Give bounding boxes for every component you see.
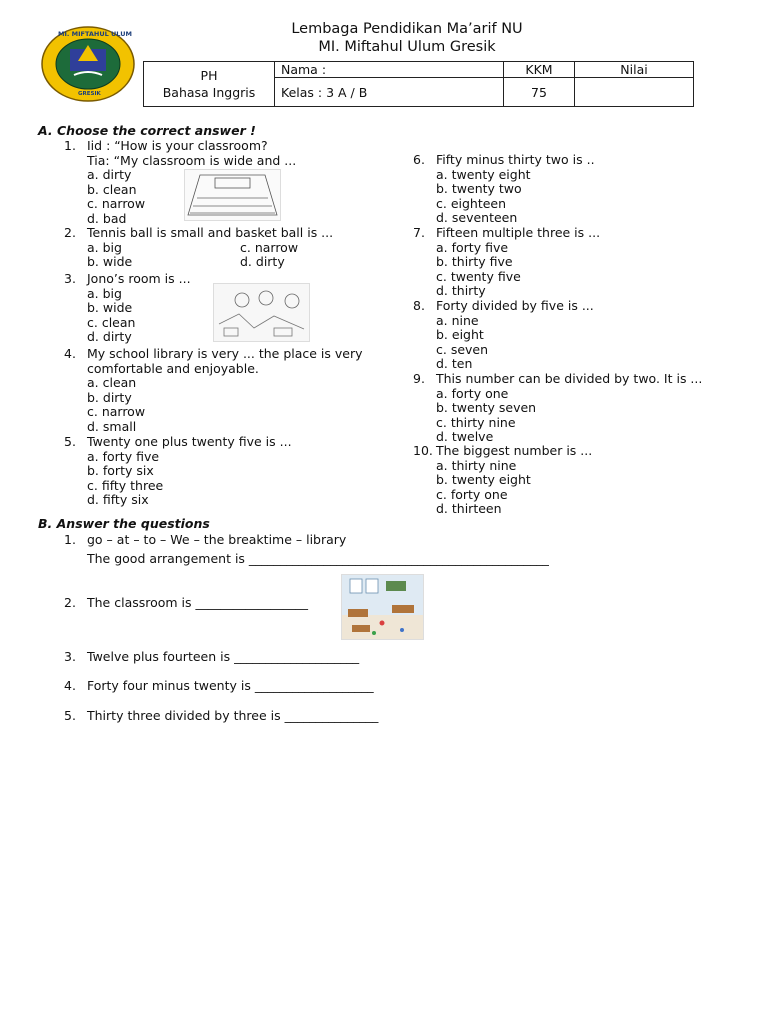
question-text: Fifty minus thirty two is .. [436,152,595,167]
b-answer-line[interactable]: Forty four minus twenty is ___________________ [87,678,374,693]
kkm-label: KKM [504,62,575,78]
option[interactable]: b. dirty [87,389,132,405]
b-question-number: 1. [64,532,76,547]
kkm-value: 75 [504,78,575,107]
school-logo [40,25,136,103]
option[interactable]: d. seventeen [436,210,518,225]
question-number: 6. [413,152,425,167]
option[interactable]: a. clean [87,375,137,390]
question-text: The biggest number is ... [436,443,593,458]
question-text: Fifteen multiple three is ... [436,225,601,240]
b-question-text: go – at – to – We – the breaktime – library [87,532,347,547]
option[interactable]: d. dirty [240,254,285,269]
subject-cell [144,62,275,107]
option[interactable]: a. twenty eight [436,166,531,182]
class-field[interactable]: Kelas : 3 A / B [275,78,504,107]
option[interactable]: b. twenty two [436,181,522,196]
option[interactable]: d. twelve [436,429,494,444]
option[interactable]: d. thirteen [436,501,502,516]
option[interactable]: b. forty six [87,463,154,478]
b-question-number: 4. [64,678,76,693]
b-answer-line[interactable]: Twelve plus fourteen is ____________________ [87,649,360,664]
messy-classroom-image [341,574,424,640]
option[interactable]: a. nine [436,312,479,328]
b-answer-line[interactable]: Thirty three divided by three is _______________ [87,708,379,723]
school-name: MI. Miftahul Ulum Gresik [318,39,496,55]
option[interactable]: c. seven [436,341,489,357]
option[interactable]: a. forty one [436,385,509,401]
question-number: 3. [64,271,76,286]
subject-name: Bahasa Inggris [162,85,256,100]
option[interactable]: a. dirty [87,167,132,182]
option[interactable]: c. thirty nine [436,414,516,430]
section-b-title: B. Answer the questions [38,516,210,531]
option[interactable]: d. ten [436,356,473,371]
question-number: 2. [64,225,76,240]
subject-code: PH [200,68,218,83]
info-table [143,61,694,107]
option[interactable]: d. bad [87,210,127,226]
option[interactable]: c. narrow [240,239,299,255]
option[interactable]: a. thirty nine [436,457,517,473]
option[interactable]: b. twenty seven [436,400,537,415]
question-text: Jono’s room is ... [87,271,191,286]
option[interactable]: c. clean [87,314,136,330]
institution-name: Lembaga Pendidikan Ma’arif NU [291,21,523,37]
option[interactable]: c. eighteen [436,195,507,211]
question-text: This number can be divided by two. It is ... [436,371,703,386]
logo-top-text: MI. MIFTAHUL ULUM [58,30,132,38]
option[interactable]: b. wide [87,254,133,269]
question-number: 4. [64,346,76,361]
option[interactable]: c. forty one [436,486,508,502]
b-question-number: 5. [64,708,76,723]
option[interactable]: a. big [87,285,122,301]
option[interactable]: a. forty five [87,448,160,464]
score-value[interactable] [575,78,694,107]
option[interactable]: a. big [87,239,122,255]
option[interactable]: b. thirty five [436,254,513,269]
logo-bottom-text: GRESIK [78,91,101,97]
option[interactable]: a. forty five [436,239,509,255]
messy-room-image [213,283,310,342]
option[interactable]: b. clean [87,181,137,197]
option[interactable]: c. narrow [87,196,146,211]
question-text: Tennis ball is small and basket ball is ... [87,225,334,240]
option[interactable]: b. eight [436,327,484,342]
option[interactable]: d. thirty [436,283,486,298]
b-question-number: 2. [64,595,76,610]
question-text: Forty divided by five is ... [436,298,594,313]
option[interactable]: b. twenty eight [436,472,531,487]
question-number: 7. [413,225,425,240]
question-text: My school library is very ... the place is very [87,346,363,361]
b-answer-line[interactable]: The classroom is __________________ [87,595,309,610]
option[interactable]: b. wide [87,300,133,315]
b-question-number: 3. [64,649,76,664]
question-text: Tia: “My classroom is wide and ... [87,152,297,168]
question-text: Iid : “How is your classroom? [87,138,268,153]
name-field[interactable]: Nama : [275,62,504,78]
option[interactable]: d. fifty six [87,492,149,507]
question-text: Twenty one plus twenty five is ... [87,434,292,449]
question-text: comfortable and enjoyable. [87,360,259,376]
b-answer-line[interactable]: The good arrangement is ________________________________________________ [87,551,549,566]
question-number: 10. [413,443,433,458]
question-number: 1. [64,138,76,153]
question-number: 5. [64,434,76,449]
classroom-image [184,169,281,221]
score-label: Nilai [575,62,694,78]
option[interactable]: d. small [87,418,137,434]
section-a-title: A. Choose the correct answer ! [38,123,256,138]
option[interactable]: d. dirty [87,329,132,344]
option[interactable]: c. fifty three [87,477,164,493]
option[interactable]: c. narrow [87,404,146,419]
question-number: 9. [413,371,425,386]
question-number: 8. [413,298,425,313]
option[interactable]: c. twenty five [436,268,521,284]
